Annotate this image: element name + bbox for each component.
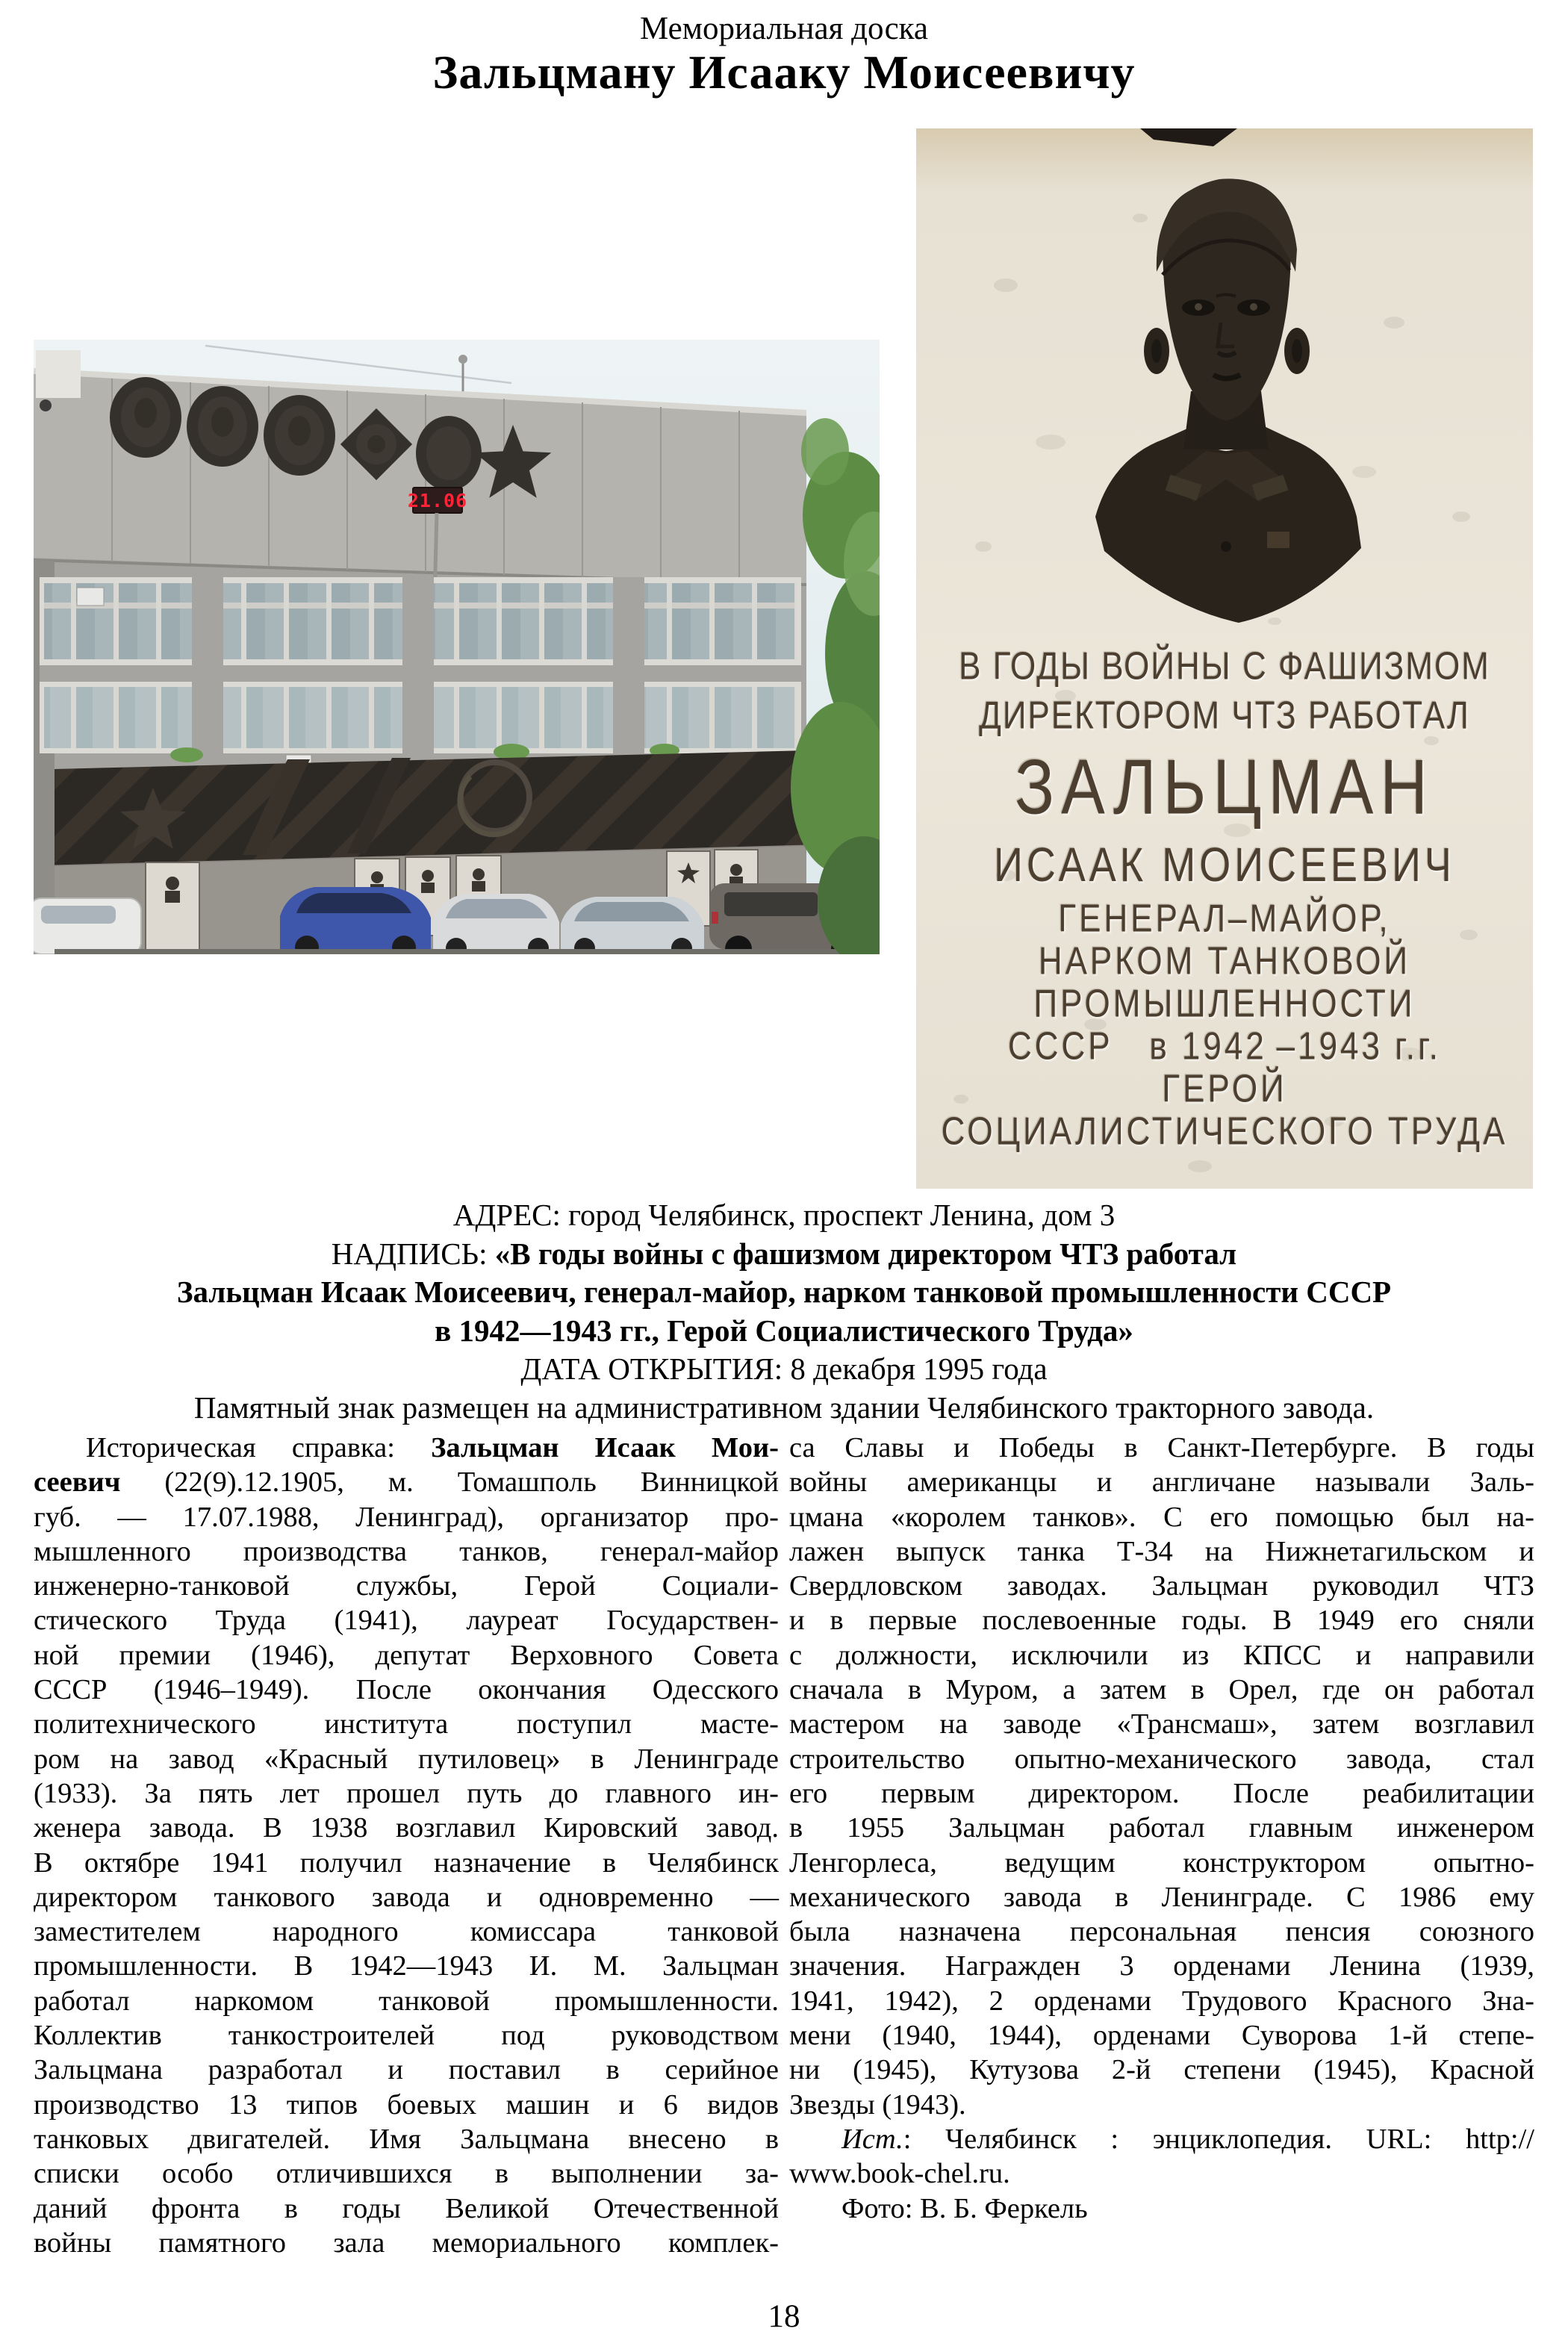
text-line: была назначена персональная пенсия союзного: [789, 1916, 1534, 1948]
text-line: войны американцы и англичане называли Заль-: [789, 1466, 1534, 1499]
text-line: ДАТА ОТКРЫТИЯ: 8 декабря 1995 года: [520, 1351, 1048, 1386]
order-medal-icon: [264, 395, 335, 476]
page-supertitle: Мемориальная доска: [640, 11, 928, 46]
column-2: [789, 1431, 1534, 2226]
plaque-text-line: СОЦИАЛИСТИЧЕСКОГО ТРУДА: [941, 1110, 1508, 1154]
text-line: даний фронта в годы Великой Отечественной: [34, 2192, 779, 2224]
order-medal-icon: [416, 416, 482, 491]
plaque-text-line: СССР в 1942 –1943 г.г.: [1007, 1024, 1442, 1068]
plaque-text-line: НАРКОМ ТАНКОВОЙ: [1038, 939, 1411, 983]
text-line: в 1955 Зальцман работал главным инженером: [789, 1812, 1534, 1844]
text-line: с должности, исключили из КПСС и направили: [789, 1639, 1534, 1671]
text-line: политехнического института поступил масте-: [34, 1708, 779, 1740]
text-line: танковых двигателей. Имя Зальцмана внесено в: [34, 2123, 779, 2155]
text-line: НАДПИСЬ: «В годы войны с фашизмом директором ЧТЗ работал: [331, 1236, 1237, 1271]
text-line: Памятный знак размещен на административном здании Челябинского тракторного завода.: [193, 1390, 1375, 1425]
order-medal-icon: [187, 386, 258, 467]
page-title: Зальцману Исааку Моисеевичу: [432, 46, 1136, 99]
text-line: значения. Награжден 3 орденами Ленина (1939,: [789, 1950, 1534, 1982]
text-line: цмана «королем танков». С его помощью был на-: [789, 1501, 1534, 1533]
text-line: и в первые послевоенные годы. В 1949 его сняли: [789, 1605, 1534, 1637]
plaque-text-line: ПРОМЫШЛЕННОСТИ: [1033, 982, 1416, 1026]
clock-display: 21.06: [407, 490, 468, 511]
text-line: производство 13 типов боевых машин и 6 видов: [34, 2088, 779, 2121]
text-line: губ. — 17.07.1988, Ленинград), организатор про-: [34, 1501, 779, 1533]
text-line: мышленного производства танков, генерал-майор: [34, 1535, 779, 1567]
text-line: Фото: В. Б. Феркель: [841, 2192, 1088, 2224]
text-line: строительство опытно-механического завода, стал: [789, 1743, 1534, 1775]
plaque-text-line: ГЕРОЙ: [1162, 1067, 1287, 1111]
text-line: ни (1945), Кутузова 2-й степени (1945), Красной: [789, 2054, 1534, 2086]
text-line: сеевич (22(9).12.1905, м. Томашполь Винницкой: [34, 1466, 779, 1499]
text-line: промышленности. В 1942—1943 И. М. Зальцман: [34, 1950, 779, 1982]
text-line: ром на завод «Красный путиловец» в Ленинграде: [34, 1743, 779, 1775]
bust-relief: [1095, 178, 1361, 623]
plaque-text-line: ДИРЕКТОРОМ ЧТЗ РАБОТАЛ: [979, 694, 1470, 738]
text-line: списки особо отличившихся в выполнении за-: [34, 2158, 779, 2190]
plaque-text-line: ГЕНЕРАЛ–МАЙОР,: [1058, 897, 1391, 941]
text-line: его первым директором. После реабилитации: [789, 1777, 1534, 1809]
text-line: (1933). За пять лет прошел путь до главного ин-: [34, 1777, 779, 1809]
plaque-inscription: [916, 642, 1533, 1153]
text-line: Зальцман Исаак Моисеевич, генерал-майор, нарком танковой промышленности СССР: [176, 1275, 1392, 1309]
text-line: директором танкового завода и одновременно —: [34, 1881, 779, 1913]
top-shadow-mark: [1140, 128, 1237, 146]
address-block: [37, 1196, 1531, 1427]
text-line: мени (1940, 1944), орденами Суворова 1-й степе-: [789, 2020, 1534, 2052]
plaque-text-line: В ГОДЫ ВОЙНЫ С ФАШИЗМОМ: [959, 644, 1490, 688]
column-1: [34, 1431, 779, 2260]
text-line: сначала в Муром, а затем в Орел, где он работал: [789, 1674, 1534, 1706]
text-line: механического завода в Ленинграде. С 1986 ему: [789, 1881, 1534, 1913]
text-line: мастером на заводе «Трансмаш», затем возглавил: [789, 1708, 1534, 1740]
plaque-text-line: ИСААК МОИСЕЕВИЧ: [994, 839, 1455, 892]
text-line: Звезды (1943).: [789, 2088, 966, 2121]
text-line: стического Труда (1941), лауреат Государствен-: [34, 1605, 779, 1637]
white-car-icon: [34, 898, 141, 954]
text-line: Свердловском заводах. Зальцман руководил ЧТЗ: [789, 1570, 1534, 1602]
page-number: 18: [768, 2299, 800, 2334]
text-line: СССР (1946–1949). После окончания Одесского: [34, 1674, 779, 1706]
text-line: заместителем народного комиссара танковой: [34, 1916, 779, 1948]
order-medal-icon: [110, 377, 181, 458]
frieze-relief: [55, 750, 806, 866]
text-line: Зальцмана разработал и поставил в серийное: [34, 2054, 779, 2086]
text-line: www.book-chel.ru.: [789, 2158, 1010, 2190]
text-line: лажен выпуск танка Т-34 на Нижнетагильском и: [789, 1535, 1534, 1567]
text-line: АДРЕС: город Челябинск, проспект Ленина, дом 3: [452, 1198, 1116, 1232]
text-line: женера завода. В 1938 возглавил Кировский завод.: [34, 1812, 779, 1844]
text-line: В октябре 1941 получил назначение в Челябинск: [34, 1847, 779, 1879]
text-line: Коллектив танкостроителей под руководством: [34, 2020, 779, 2052]
roof-parapet-box: [36, 350, 81, 398]
text-line: в 1942—1943 гг., Герой Социалистического Труда»: [435, 1313, 1133, 1348]
loudspeaker-icon: [40, 399, 52, 411]
silver-hatchback-icon: [433, 894, 559, 954]
text-line: Ист.: Челябинск : энциклопедия. URL: http://: [841, 2123, 1534, 2155]
text-line: Ленгорлеса, ведущим конструктором опытно-: [789, 1847, 1534, 1879]
text-line: ной премии (1946), депутат Верховного Совета: [34, 1639, 779, 1671]
text-line: са Славы и Победы в Санкт-Петербурге. В годы: [789, 1432, 1534, 1463]
text-line: работал наркомом танковой промышленности.: [34, 1985, 779, 2017]
plaque-photo: [916, 128, 1533, 1189]
plaque-text-line: ЗАЛЬЦМАН: [1015, 743, 1434, 830]
text-line: 1941, 1942), 2 орденами Трудового Красного Зна-: [789, 1985, 1534, 2017]
light-sedan-icon: [561, 897, 704, 954]
text-line: инженерно-танковой службы, Герой Социали-: [34, 1570, 779, 1602]
building-photo: [34, 340, 880, 954]
blue-hatchback-icon: [280, 887, 431, 954]
text-line: Историческая справка: Зальцман Исаак Мои-: [86, 1432, 779, 1463]
text-line: войны памятного зала мемориального комплек-: [34, 2227, 779, 2259]
